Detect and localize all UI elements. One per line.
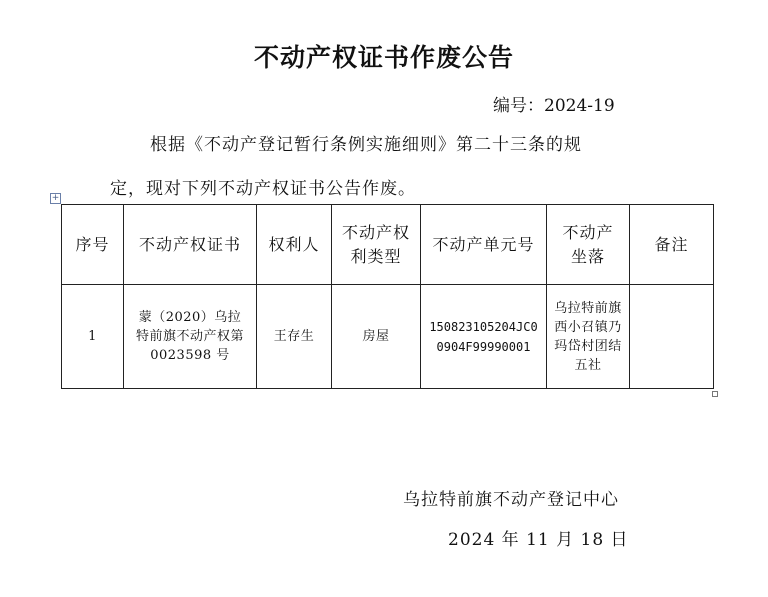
document-number: 编号：2024-19 [493, 96, 615, 116]
table-resize-handle[interactable] [712, 391, 718, 397]
body-text-line-2: 定，现对下列不动产权证书公告作废。 [110, 179, 416, 199]
header-right-type [332, 205, 421, 285]
table-header-row [62, 205, 714, 285]
issuing-organization: 乌拉特前旗不动产登记中心 [403, 490, 619, 510]
header-right-type-label: 不动产权利类型 [341, 222, 410, 266]
table-move-handle-icon[interactable]: + [51, 193, 60, 203]
table-row [62, 285, 714, 389]
cell-right-type: 房屋 [332, 285, 421, 389]
issue-date: 2024 年 11 月 18 日 [448, 530, 629, 550]
header-holder: 权利人 [257, 205, 332, 285]
cell-location [547, 285, 630, 389]
header-certificate: 不动产权证书 [124, 205, 257, 285]
body-text-line-1: 根据《不动产登记暂行条例实施细则》第二十三条的规 [150, 135, 582, 155]
header-location-label: 不动产坐落 [562, 222, 614, 266]
cell-certificate [124, 285, 257, 389]
void-certificate-table [61, 204, 714, 389]
cell-unit-number [421, 285, 547, 389]
cell-location-text: 乌拉特前旗西小召镇乃玛岱村团结五社 [554, 300, 622, 373]
cell-holder: 王存生 [257, 285, 332, 389]
cell-remark [630, 285, 714, 389]
notice-title: 不动产权证书作废公告 [253, 43, 514, 72]
header-remark: 备注 [630, 205, 714, 285]
header-unit-number: 不动产单元号 [421, 205, 547, 285]
cell-certificate-text: 蒙（2020）乌拉特前旗不动产权第 0023598 号 [135, 310, 244, 363]
header-location [547, 205, 630, 285]
cell-index: 1 [62, 285, 124, 389]
header-index: 序号 [62, 205, 124, 285]
cell-unit-number-text: 150823105204JC00904F99990001 [429, 319, 538, 354]
